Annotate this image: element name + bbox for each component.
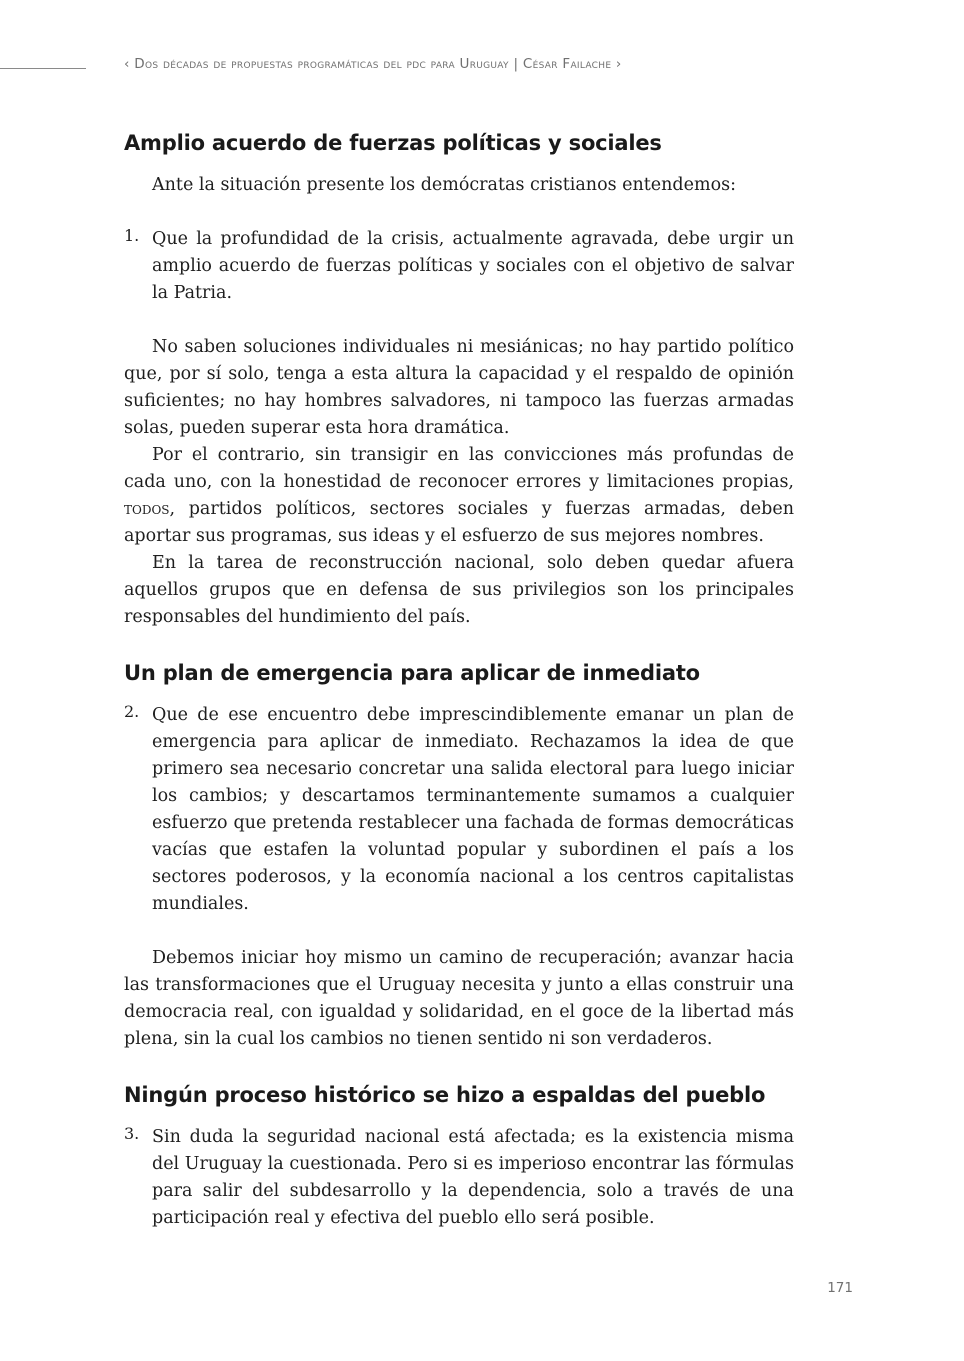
section-1-paragraph-3: En la tarea de reconstrucción nacional, solo deben quedar afuera aquellos grupos que en defensa de sus privilegios son los principales responsables del hundimiento del país. (124, 553, 794, 627)
list-item-text: Que de ese encuentro debe imprescindiblemente emanar un plan de emergencia para aplicar de inmediato. Rechazamos la idea de que primero sea necesario concretar una salida electoral para luego iniciar los cambios; y descartamos terminantemente sumamos a cualquier esfuerzo que pretenda restablecer una fachada de formas democráticas vacías que estafen la voluntad popular y subordinen el país a los sectores poderosos, y la economía nacional a los centros capitalistas mundiales. (152, 705, 794, 914)
section-heading-2: Un plan de emergencia para aplicar de inmediato (124, 661, 700, 685)
page-body (124, 128, 794, 1232)
list-item-number: 2. (124, 702, 140, 721)
page-number: 171 (827, 1280, 853, 1296)
section-2-paragraph-1: Debemos iniciar hoy mismo un camino de recuperación; avanzar hacia las transformaciones que el Uruguay necesita y junto a ellas construir una democracia real, con igualdad y solidaridad, en el goce de la libertad más plena, sin la cual los cambios no tienen sentido ni son verdaderos. (124, 948, 794, 1049)
section-1-paragraph-1: No saben soluciones individuales ni mesiánicas; no hay partido político que, por sí solo, tenga a esta altura la capacidad y el respaldo de opinión suficientes; no hay hombres salvadores, ni tampoco las fuerzas armadas solas, pueden superar esta hora dramática. (124, 337, 794, 438)
running-header: ‹ Dos décadas de propuestas programáticas del pdc para Uruguay | César Failache › (124, 56, 622, 72)
paragraph-text: Por el contrario, sin transigir en las convicciones más profundas de cada uno, con la honestidad de reconocer errores y limitaciones propias, (124, 445, 794, 492)
list-item-3 (124, 1124, 794, 1232)
list-item-number: 1. (124, 226, 140, 245)
section-heading-1: Amplio acuerdo de fuerzas políticas y sociales (124, 131, 662, 155)
section-1-intro: Ante la situación presente los demócratas cristianos entendemos: (152, 175, 737, 195)
emphasis-todos: todos (124, 499, 170, 519)
header-rule (0, 68, 86, 69)
list-item-text: Que la profundidad de la crisis, actualmente agravada, debe urgir un amplio acuerdo de fuerzas políticas y sociales con el objetivo de salvar la Patria. (152, 229, 794, 303)
section-1-paragraph-2 (124, 442, 794, 550)
section-heading-3: Ningún proceso histórico se hizo a espaldas del pueblo (124, 1083, 766, 1107)
list-item-2 (124, 702, 794, 918)
list-item-1 (124, 226, 794, 307)
list-item-text: Sin duda la seguridad nacional está afectada; es la existencia misma del Uruguay la cuestionada. Pero si es imperioso encontrar las fórmulas para salir del subdesarrollo y la dependencia, solo a través de una participación real y efectiva del pueblo ello será posible. (152, 1127, 794, 1228)
paragraph-text: , partidos políticos, sectores sociales y fuerzas armadas, deben aportar sus programas, sus ideas y el esfuerzo de sus mejores nombres. (124, 499, 794, 546)
list-item-number: 3. (124, 1124, 140, 1143)
